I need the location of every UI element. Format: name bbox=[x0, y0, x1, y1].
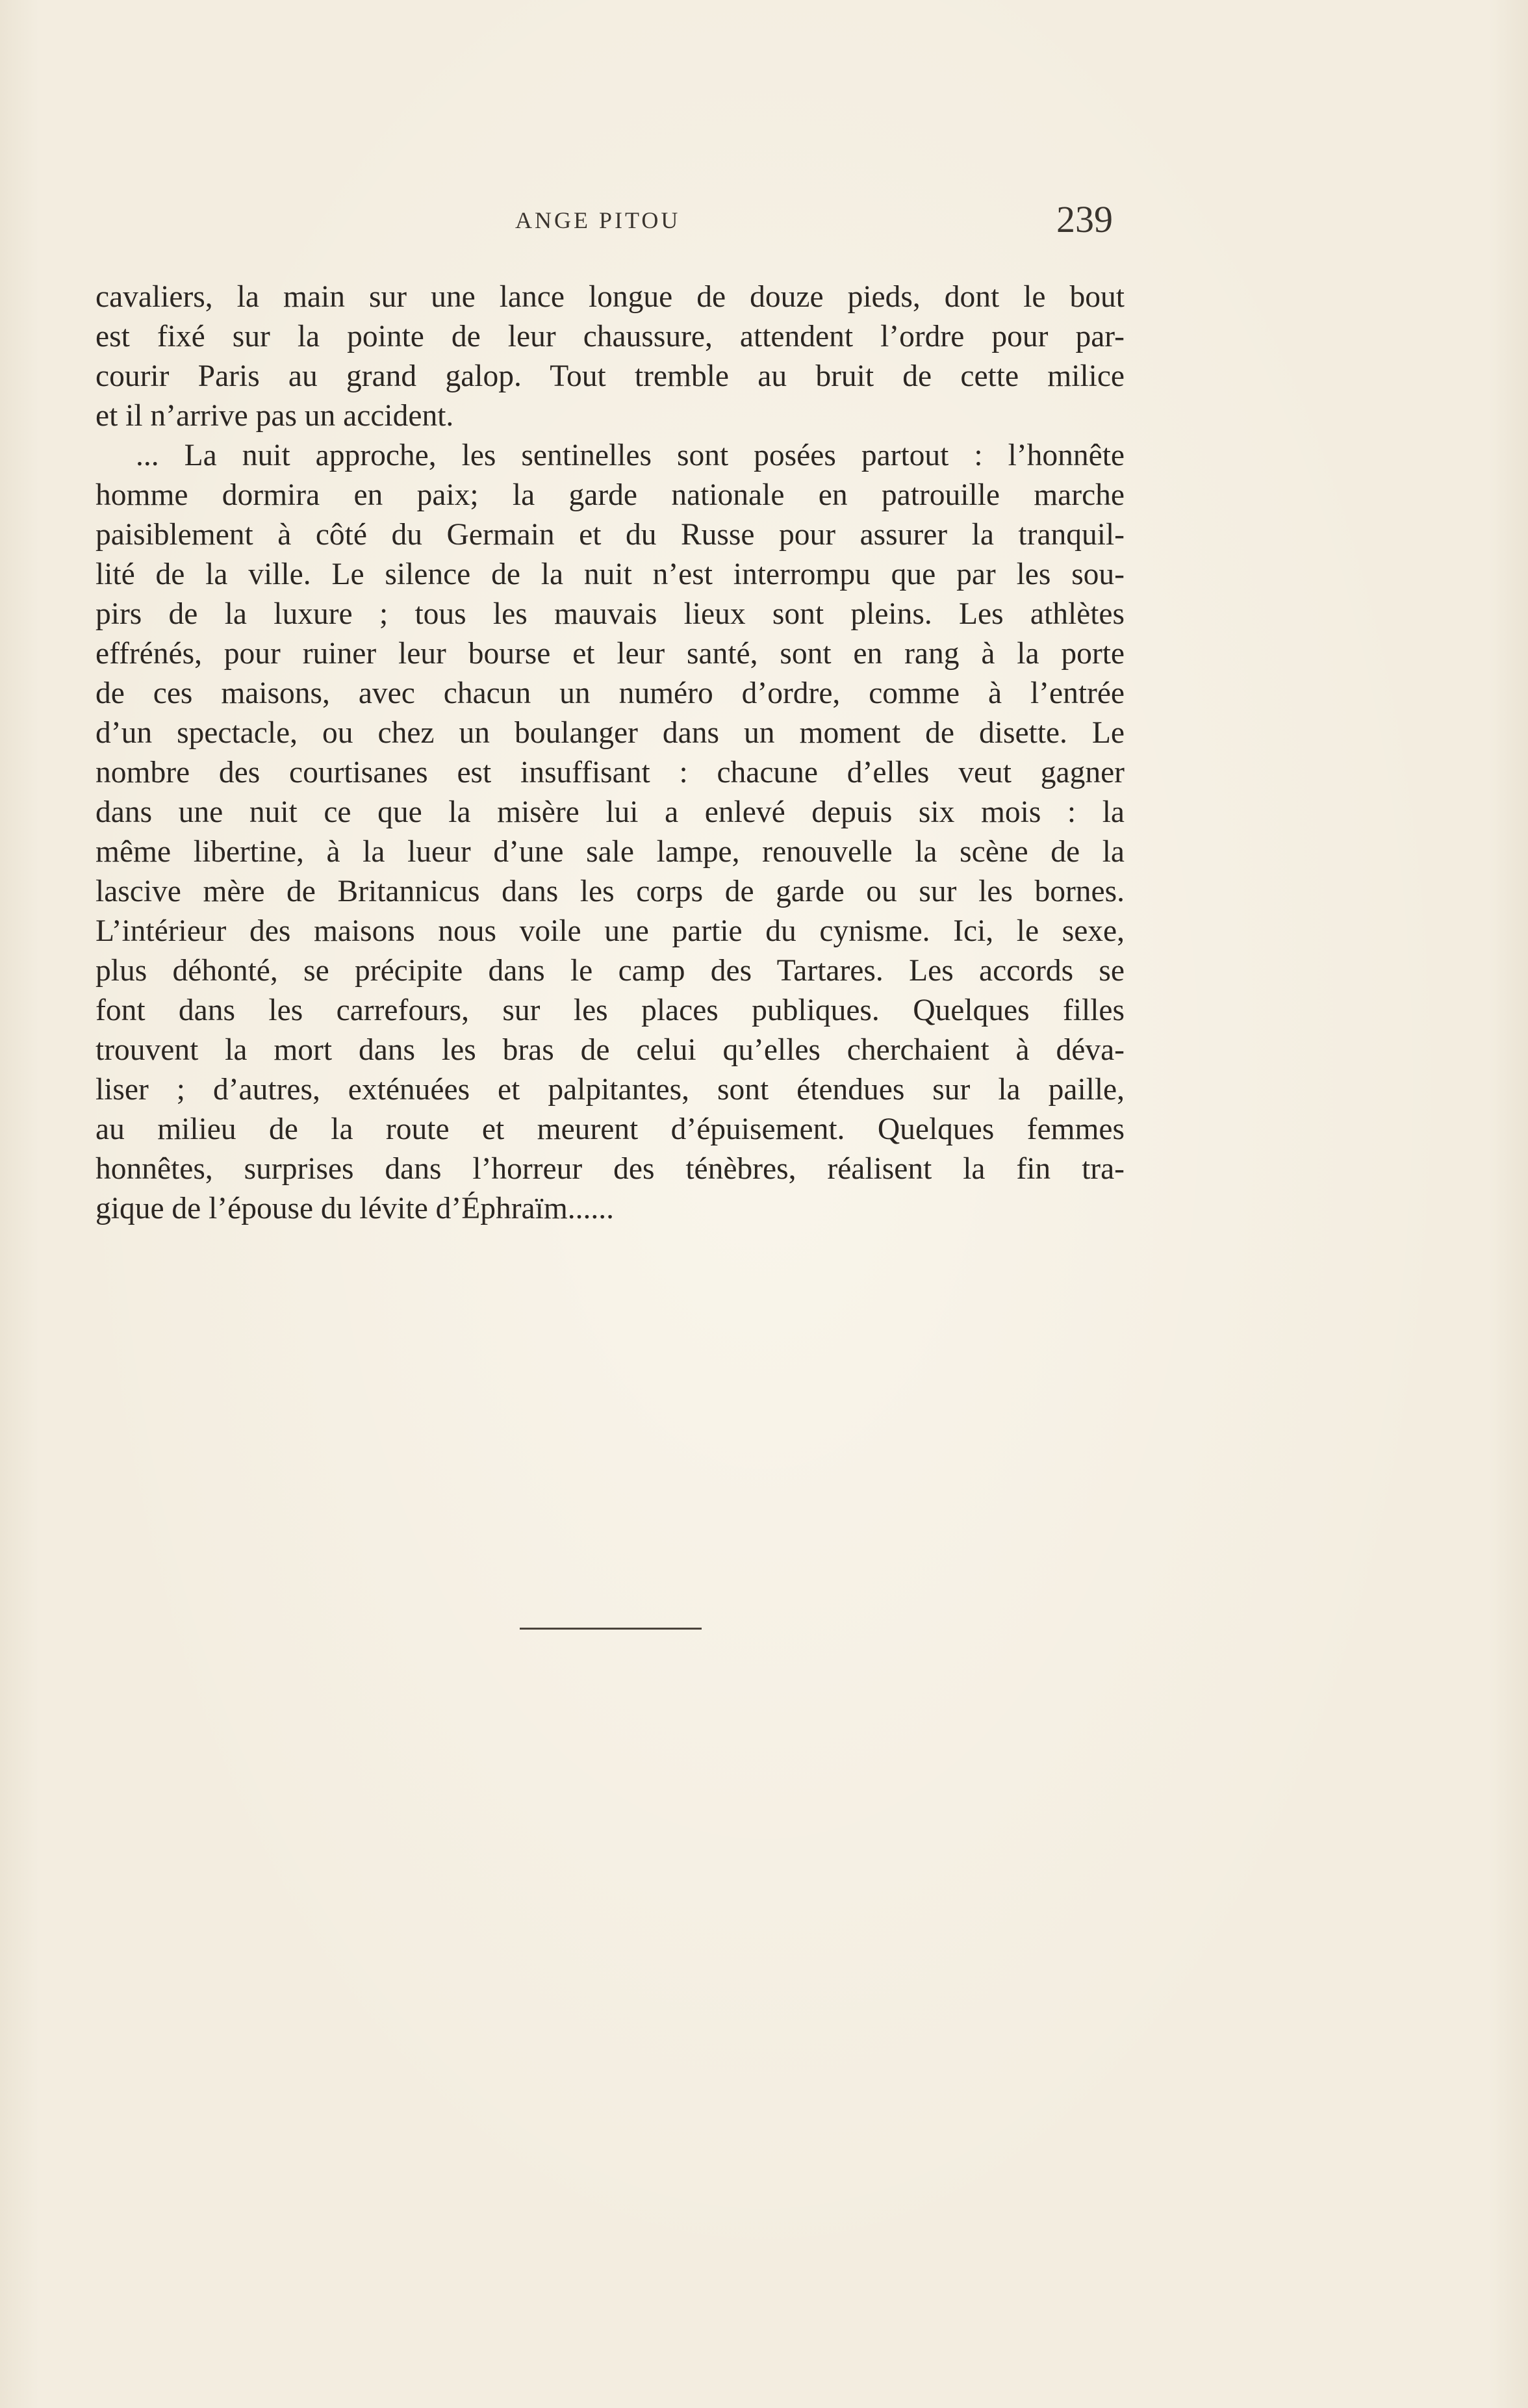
text-line: lascive mère de Britannicus dans les corps de garde ou sur les bornes. bbox=[96, 875, 1125, 908]
text-line: et il n’arrive pas un accident. bbox=[96, 399, 454, 433]
page-number: 239 bbox=[1056, 198, 1113, 240]
text-line: d’un spectacle, ou chez un boulanger dans un moment de disette. Le bbox=[96, 716, 1125, 750]
text-line: liser ; d’autres, exténuées et palpitantes, sont étendues sur la paille, bbox=[96, 1073, 1125, 1107]
text-line: paisiblement à côté du Germain et du Russe pour assurer la tranquil- bbox=[96, 518, 1125, 552]
body-text bbox=[96, 277, 1125, 1229]
text-line: plus déhonté, se précipite dans le camp des Tartares. Les accords se bbox=[96, 954, 1125, 988]
text-line: de ces maisons, avec chacun un numéro d’ordre, comme à l’entrée bbox=[96, 676, 1125, 710]
text-line: pirs de la luxure ; tous les mauvais lieux sont pleins. Les athlètes bbox=[96, 597, 1125, 631]
text-line: homme dormira en paix; la garde nationale en patrouille marche bbox=[96, 478, 1125, 512]
text-line: font dans les carrefours, sur les places publiques. Quelques filles bbox=[96, 993, 1125, 1027]
text-line: dans une nuit ce que la misère lui a enlevé depuis six mois : la bbox=[96, 795, 1125, 829]
running-head-title: ANGE PITOU bbox=[515, 207, 681, 233]
text-line: lité de la ville. Le silence de la nuit n’est interrompu que par les sou- bbox=[96, 557, 1125, 591]
text-line: au milieu de la route et meurent d’épuisement. Quelques femmes bbox=[96, 1112, 1125, 1146]
text-line: L’intérieur des maisons nous voile une partie du cynisme. Ici, le sexe, bbox=[96, 914, 1125, 948]
text-line: honnêtes, surprises dans l’horreur des ténèbres, réalisent la fin tra- bbox=[96, 1152, 1125, 1186]
text-line: gique de l’épouse du lévite d’Éphraïm...... bbox=[96, 1192, 615, 1225]
text-line: est fixé sur la pointe de leur chaussure, attendent l’ordre pour par- bbox=[96, 320, 1125, 353]
text-line: effrénés, pour ruiner leur bourse et leur santé, sont en rang à la porte bbox=[96, 637, 1125, 671]
text-line: ... La nuit approche, les sentinelles sont posées partout : l’honnête bbox=[136, 439, 1125, 472]
text-line: courir Paris au grand galop. Tout tremble au bruit de cette milice bbox=[96, 359, 1125, 393]
text-line: trouvent la mort dans les bras de celui qu’elles cherchaient à déva- bbox=[96, 1033, 1125, 1067]
text-line: nombre des courtisanes est insuffisant : chacune d’elles veut gagner bbox=[96, 756, 1125, 789]
text-line: même libertine, à la lueur d’une sale lampe, renouvelle la scène de la bbox=[96, 835, 1125, 869]
section-end-rule bbox=[520, 1628, 702, 1630]
text-line: cavaliers, la main sur une lance longue de douze pieds, dont le bout bbox=[96, 280, 1125, 314]
